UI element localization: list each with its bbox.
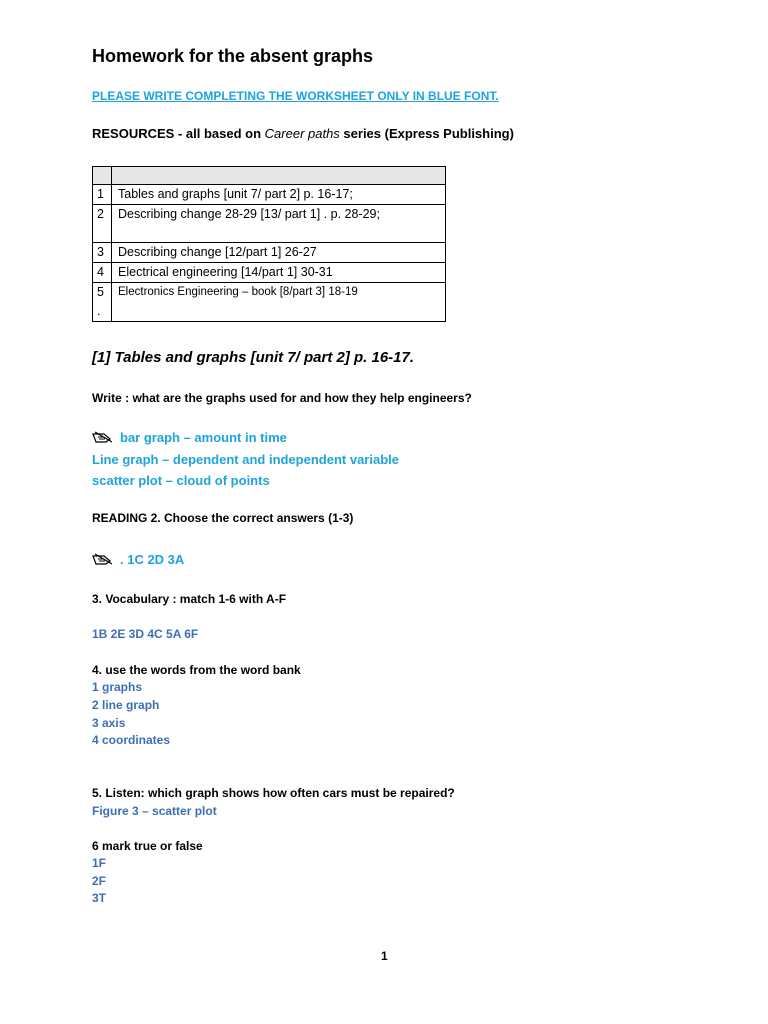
q1-answer-3: scatter plot – cloud of points (92, 473, 270, 488)
section-heading: [1] Tables and graphs [unit 7/ part 2] p. 16-17. (92, 349, 415, 366)
q1-answer-1 (92, 430, 287, 445)
q6-question: 6 mark true or false (92, 839, 203, 853)
q1-answer-2: Line graph – dependent and independent variable (92, 452, 399, 467)
table-cell-num-extra: . (97, 304, 101, 318)
table-row (93, 283, 446, 322)
table-cell-num-value: 5 (97, 285, 104, 299)
resources-line (92, 126, 514, 141)
q4-answer-3: 3 axis (92, 716, 126, 730)
table-row (93, 185, 446, 205)
table-header-cell (93, 167, 112, 185)
q4-answer-4: 4 coordinates (92, 733, 171, 747)
instruction-line: PLEASE WRITE COMPLETING THE WORKSHEET ONLY IN BLUE FONT. (92, 89, 499, 103)
table-cell-text: Tables and graphs [unit 7/ part 2] p. 16-17; (112, 185, 446, 205)
table-cell-num (93, 283, 112, 322)
table-cell-text: Describing change 28-29 [13/ part 1] . p. 28-29; (112, 205, 446, 243)
q3-question: 3. Vocabulary : match 1-6 with A-F (92, 592, 287, 606)
q6-answer-3: 3T (92, 891, 107, 905)
q2-answer (92, 552, 184, 567)
resources-table (92, 166, 446, 322)
table-row (93, 205, 446, 243)
table-cell-text: Describing change [12/part 1] 26-27 (112, 243, 446, 263)
q2-answer-text: . 1C 2D 3A (120, 552, 185, 567)
q1-question: Write : what are the graphs used for and how they help engineers? (92, 391, 472, 405)
table-cell-text: Electrical engineering [14/part 1] 30-31 (112, 263, 446, 283)
q5-question: 5. Listen: which graph shows how often cars must be repaired? (92, 786, 455, 800)
q6-answer-2: 2F (92, 874, 107, 888)
q5-answer: Figure 3 – scatter plot (92, 804, 217, 818)
q4-answer-1: 1 graphs (92, 680, 143, 694)
table-cell-num: 1 (93, 185, 112, 205)
document-title: Homework for the absent graphs (92, 46, 374, 66)
table-header-row (93, 167, 446, 185)
page-number: 1 (381, 949, 388, 963)
resources-series: Career paths (264, 126, 340, 141)
q6-answer-1: 1F (92, 856, 107, 870)
table-cell-text: Electronics Engineering – book [8/part 3] 18-19 (112, 283, 446, 322)
q4-answer-2: 2 line graph (92, 698, 160, 712)
q3-answer: 1B 2E 3D 4C 5A 6F (92, 627, 199, 641)
table-row (93, 263, 446, 283)
table-cell-num: 3 (93, 243, 112, 263)
table-row (93, 243, 446, 263)
resources-prefix: RESOURCES - all based on (92, 126, 265, 141)
resources-suffix: series (Express Publishing) (339, 126, 514, 141)
table-cell-num: 4 (93, 263, 112, 283)
q2-question: READING 2. Choose the correct answers (1-3) (92, 511, 354, 525)
writing-hand-icon (92, 553, 114, 565)
writing-hand-icon (92, 431, 114, 443)
table-header-cell (112, 167, 446, 185)
q1-answer-1-text: bar graph – amount in time (120, 430, 287, 445)
table-cell-num: 2 (93, 205, 112, 243)
q4-question: 4. use the words from the word bank (92, 663, 301, 677)
